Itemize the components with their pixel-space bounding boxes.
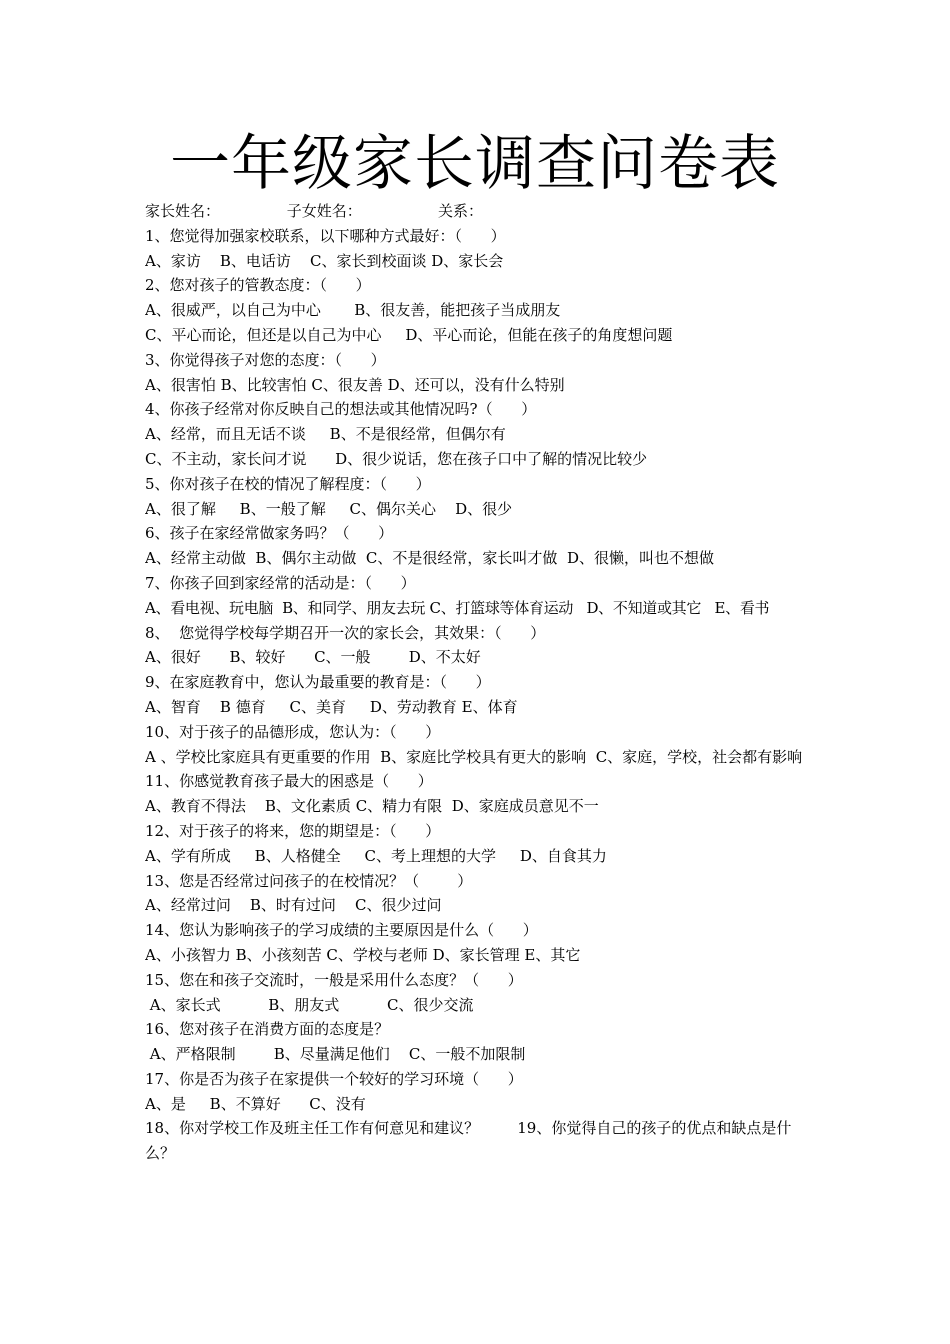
question-7-options: A、看电视、玩电脑 B、和同学、朋友去玩 C、打篮球等体育运动 D、不知道或其它 E、看书: [145, 598, 770, 617]
question-15-options: A、家长式 B、朋友式 C、很少交流: [145, 995, 474, 1014]
document-title: 一年级家长调查问卷表: [170, 129, 780, 199]
question-3-options: A、很害怕 B、比较害怕 C、很友善 D、还可以，没有什么特别: [145, 375, 565, 394]
question-5: 5、你对孩子在校的情况了解程度：（ ）: [145, 474, 431, 493]
question-7: 7、你孩子回到家经常的活动是：（ ）: [145, 573, 416, 592]
question-4: 4、你孩子经常对你反映自己的想法或其他情况吗?（ ）: [145, 400, 537, 419]
question-2: 2、您对孩子的管教态度：（ ）: [145, 276, 371, 295]
question-2-options-ab: A、很威严，以自己为中心 B、很友善，能把孩子当成朋友: [145, 301, 561, 320]
question-18-19: 18、你对学校工作及班主任工作有何意见和建议？ 19、你觉得自己的孩子的优点和缺点是什么？: [145, 1119, 792, 1163]
questionnaire-body: [145, 199, 810, 1166]
question-4-options-cd: C、不主动，家长问才说 D、很少说话，您在孩子口中了解的情况比较少: [145, 449, 648, 468]
question-11-options: A、教育不得法 B、文化素质 C、精力有限 D、家庭成员意见不一: [145, 797, 599, 816]
question-4-options-ab: A、经常，而且无话不谈 B、不是很经常，但偶尔有: [145, 425, 506, 444]
question-10: 10、对于孩子的品德形成，您认为：（ ）: [145, 722, 441, 741]
question-13-options: A、经常过问 B、时有过问 C、很少过问: [145, 896, 442, 915]
question-14-options: A、小孩智力 B、小孩刻苦 C、学校与老师 D、家长管理 E、其它: [145, 945, 581, 964]
question-2-options-cd: C、平心而论，但还是以自己为中心 D、平心而论，但能在孩子的角度想问题: [145, 325, 673, 344]
question-1-options: A、家访 B、电话访 C、家长到校面谈 D、家长会: [145, 251, 504, 270]
question-12-options: A、学有所成 B、人格健全 C、考上理想的大学 D、自食其力: [145, 846, 607, 865]
parent-info-line: 家长姓名： 子女姓名： 关系：: [145, 202, 484, 220]
question-8: 8、 您觉得学校每学期召开一次的家长会，其效果：（ ）: [145, 623, 546, 642]
question-15: 15、您在和孩子交流时，一般是采用什么态度？（ ）: [145, 970, 523, 989]
question-16-options: A、严格限制 B、尽量满足他们 C、一般不加限制: [145, 1045, 526, 1064]
question-6: 6、孩子在家经常做家务吗？（ ）: [145, 524, 394, 543]
question-1: 1、您觉得加强家校联系，以下哪种方式最好：（ ）: [145, 226, 506, 245]
question-17: 17、你是否为孩子在家提供一个较好的学习环境（ ）: [145, 1069, 523, 1088]
question-8-options: A、很好 B、较好 C、一般 D、不太好: [145, 648, 481, 667]
question-12: 12、对于孩子的将来，您的期望是：（ ）: [145, 821, 441, 840]
question-17-options: A、是 B、不算好 C、没有: [145, 1094, 366, 1113]
question-14: 14、您认为影响孩子的学习成绩的主要原因是什么（ ）: [145, 921, 538, 940]
question-16: 16、您对孩子在消费方面的态度是？: [145, 1020, 390, 1039]
question-9-options: A、智育 B 德育 C、美育 D、劳动教育 E、体育: [145, 697, 518, 716]
question-6-options: A、经常主动做 B、偶尔主动做 C、不是很经常，家长叫才做 D、很懒，叫也不想做: [145, 549, 714, 568]
question-10-options: A 、学校比家庭具有更重要的作用 B、家庭比学校具有更大的影响 C、家庭，学校，社会都有影响: [145, 747, 803, 766]
question-11: 11、你感觉教育孩子最大的困惑是（ ）: [145, 772, 433, 791]
question-9: 9、在家庭教育中，您认为最重要的教育是：（ ）: [145, 673, 491, 692]
question-3: 3、你觉得孩子对您的态度：（ ）: [145, 350, 386, 369]
question-13: 13、您是否经常过问孩子的在校情况？（ ）: [145, 871, 473, 890]
question-5-options: A、很了解 B、一般了解 C、偶尔关心 D、很少: [145, 499, 513, 518]
